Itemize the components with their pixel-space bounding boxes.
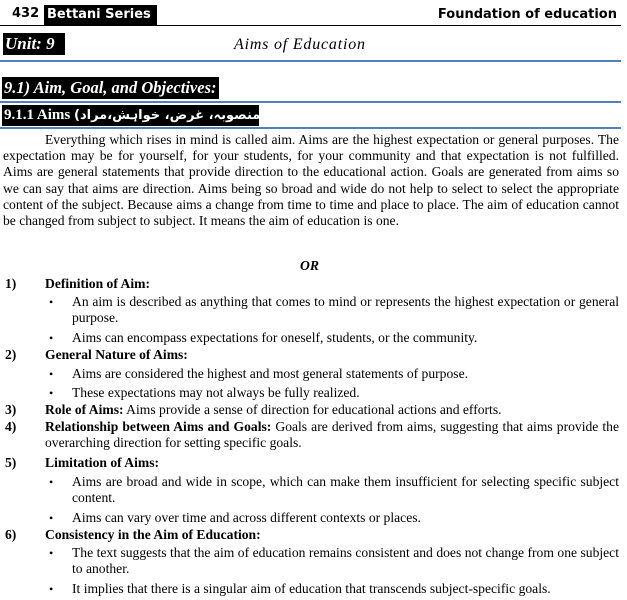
item-text [45, 402, 619, 418]
bullet-text: Aims are considered the highest and most general statements of purpose. [72, 366, 468, 381]
item-title: Consistency in the Aim of Education: [45, 527, 261, 542]
item-title: General Nature of Aims: [45, 347, 188, 362]
subsection-rule [0, 127, 621, 129]
item-title: Limitation of Aims: [45, 455, 160, 470]
bullet-text: Aims are broad and wide in scope, which can make them insufficient for selecting specific subject content. [72, 474, 619, 505]
unit-title: Aims of Education [234, 36, 366, 53]
item-body: Goals are derived from aims, suggesting that aims provide the overarching direction for setting specific goals. [45, 419, 619, 450]
item-number: 4) [5, 419, 17, 434]
bullet-icon: • [49, 367, 54, 381]
series-label: Bettani Series [44, 5, 157, 25]
bullet-icon: • [49, 295, 54, 309]
bullet-text: Aims can vary over time and across different contexts or places. [72, 510, 421, 525]
item-title: Definition of Aim: [45, 276, 150, 291]
bullet-icon: • [49, 582, 54, 596]
section-rule [0, 101, 621, 103]
bullet-text: An aim is described as anything that comes to mind or represents the highest expectation or general purpose. [72, 294, 619, 325]
bullet-icon: • [49, 511, 54, 525]
item-text [45, 419, 619, 451]
bullet-icon: • [49, 546, 54, 560]
item-number: 2) [5, 347, 17, 362]
bullet-icon: • [49, 386, 54, 400]
item-number: 5) [5, 455, 17, 470]
item-title: Relationship between Aims and Goals: [45, 419, 272, 434]
subsection-heading [2, 105, 272, 126]
bullet-text: The text suggests that the aim of education remains consistent and does not change from one subject to another. [72, 545, 619, 576]
page-number: 432 [12, 6, 40, 21]
bullet-text: Aims can encompass expectations for oneself, students, or the community. [72, 330, 478, 345]
item-number: 3) [5, 402, 17, 417]
subsection-prefix: 9.1.1 Aims [4, 107, 75, 123]
header-rule [0, 25, 621, 26]
bullet-icon: • [49, 331, 54, 345]
subsection-suffix: : [266, 107, 272, 123]
bullet-text: It implies that there is a singular aim of education that transcends subject-specific goals. [72, 581, 551, 596]
book-title: Foundation of education [437, 7, 617, 22]
bullet-icon: • [49, 475, 54, 489]
unit-rule [0, 60, 621, 62]
item-number: 1) [5, 276, 17, 291]
section-heading: 9.1) Aim, Goal, and Objectives: [2, 77, 219, 99]
body-paragraph: Everything which rises in mind is called aim. Aims are the highest expectation or general purposes. The expectation may be for yourself, for your students, for your community and that expectation is not fulfilled. Aims are general statements that provide direction to the educational action. Goals are generated from aims so we can say that aims are direction. Aims being so broad and wide do not help to select to select the appropriate content of the subject. Because aims a change from time to time and place to place. The aim of education cannot be changed from subject to subject. It means the aim of education is one. [3, 132, 619, 229]
unit-label: Unit: 9 [3, 33, 65, 55]
item-title: Role of Aims: [45, 402, 124, 417]
item-body: Aims provide a sense of direction for educational actions and efforts. [123, 402, 502, 417]
or-label: OR [300, 258, 319, 273]
item-number: 6) [5, 527, 17, 542]
subsection-urdu: (منصوبہ، غرض، خواہش،مراد) [74, 108, 267, 123]
bullet-text: These expectations may not always be fully realized. [72, 385, 360, 400]
